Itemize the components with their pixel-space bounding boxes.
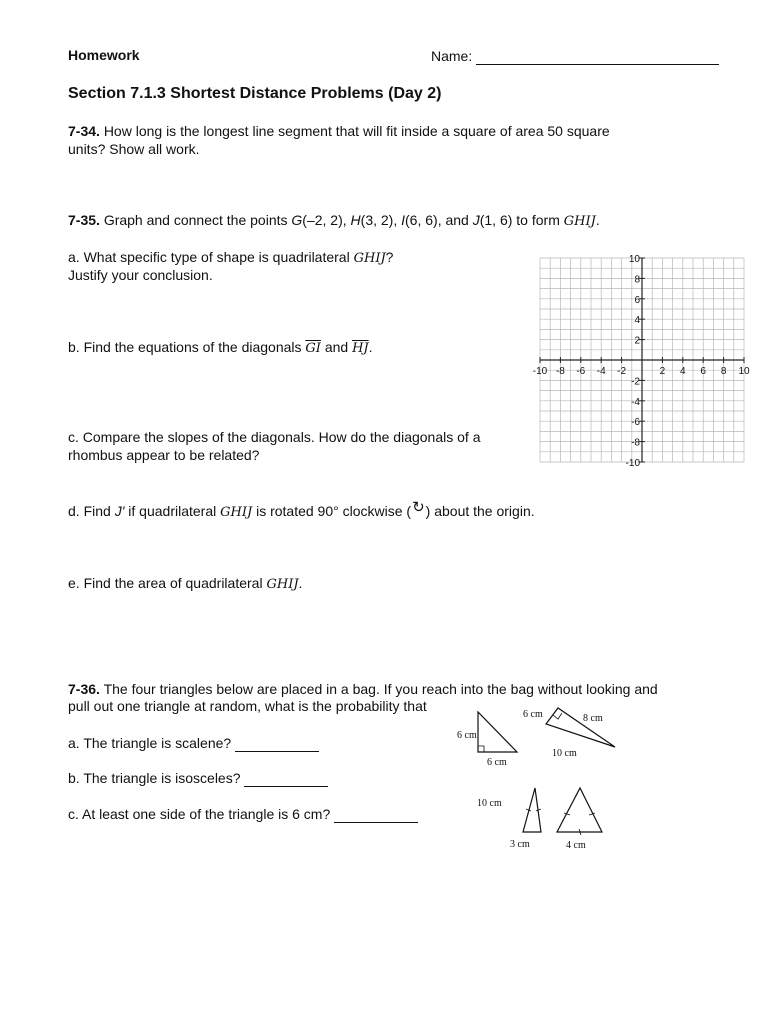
x-tick-label: -6 xyxy=(576,366,586,377)
question-7-36a: a. The triangle is scalene? xyxy=(68,734,319,752)
y-tick-label: 8 xyxy=(634,274,640,286)
y-tick-label: 10 xyxy=(628,254,640,265)
name-blank[interactable] xyxy=(476,50,719,65)
problem-number: 7-35. xyxy=(68,212,100,228)
t3-side-label: 10 cm xyxy=(477,798,502,809)
problem-number: 7-36. xyxy=(68,681,100,697)
question-7-35a: a. What specific type of shape is quadrilateral GHIJ? xyxy=(68,249,394,266)
question-7-35c: c. Compare the slopes of the diagonals. How do the diagonals of a xyxy=(68,429,481,445)
t1-side-label: 6 cm xyxy=(457,730,477,741)
triangle-equilateral xyxy=(557,788,602,832)
triangles-figure xyxy=(440,700,640,860)
problem-7-34-line1: 7-34. How long is the longest line segment that will fit inside a square of area 50 square xyxy=(68,123,610,139)
answer-blank-a[interactable] xyxy=(235,737,319,752)
y-tick-label: 2 xyxy=(634,335,640,347)
x-tick-label: -8 xyxy=(555,366,565,377)
x-tick-label: 4 xyxy=(680,366,686,377)
t3-base-label: 3 cm xyxy=(510,839,530,850)
y-tick-label: 6 xyxy=(634,294,640,306)
t2-c-label: 10 cm xyxy=(552,748,577,759)
x-tick-label: 10 xyxy=(738,366,750,377)
homework-label: Homework xyxy=(68,47,140,63)
t1-base-label: 6 cm xyxy=(487,757,507,768)
x-tick-label: -2 xyxy=(617,366,627,377)
question-7-35e: e. Find the area of quadrilateral GHIJ. xyxy=(68,575,303,592)
problem-7-36-line2: pull out one triangle at random, what is the probability that xyxy=(68,698,427,714)
grid-labels xyxy=(533,254,750,469)
question-7-35a-line2: Justify your conclusion. xyxy=(68,267,213,283)
question-7-35d: d. Find J' if quadrilateral GHIJ is rotated 90° clockwise (↻) about the origin. xyxy=(68,499,535,520)
problem-7-35-intro: 7-35. Graph and connect the points G(–2, 2), H(3, 2), I(6, 6), and J(1, 6) to form GHIJ. xyxy=(68,212,600,229)
name-field[interactable] xyxy=(431,47,719,65)
y-tick-label: -10 xyxy=(625,458,640,469)
x-tick-label: -4 xyxy=(596,366,606,377)
section-title: Section 7.1.3 Shortest Distance Problems (Day 2) xyxy=(68,85,442,102)
x-tick-label: 2 xyxy=(659,366,666,377)
t2-a-label: 6 cm xyxy=(523,709,543,720)
coordinate-grid xyxy=(528,248,753,470)
y-tick-label: -6 xyxy=(631,417,640,429)
triangle-right-scalene xyxy=(546,708,615,747)
problem-7-36-line1: 7-36. The four triangles below are placed in a bag. If you reach into the bag without looking and xyxy=(68,681,658,697)
question-7-36b: b. The triangle is isosceles? xyxy=(68,769,328,787)
answer-blank-b[interactable] xyxy=(244,772,328,787)
x-tick-label: 6 xyxy=(700,366,706,377)
t2-b-label: 8 cm xyxy=(583,713,603,724)
y-tick-label: -4 xyxy=(631,396,640,408)
y-tick-label: -8 xyxy=(631,437,640,449)
x-tick-label: 8 xyxy=(720,366,727,377)
problem-number: 7-34. xyxy=(68,123,100,139)
question-7-36c: c. At least one side of the triangle is 6 cm? xyxy=(68,805,418,823)
y-tick-label: 4 xyxy=(634,315,640,327)
question-7-35b: b. Find the equations of the diagonals $\overline{GI}$ and $\overline{HJ}$. xyxy=(68,339,373,356)
answer-blank-c[interactable] xyxy=(334,808,418,823)
clockwise-arrow-icon: ↻ xyxy=(412,499,425,516)
name-label: Name: xyxy=(431,48,473,64)
question-7-35c-line2: rhombus appear to be related? xyxy=(68,447,260,463)
t4-base-label: 4 cm xyxy=(566,840,586,851)
x-tick-label: -10 xyxy=(532,366,548,377)
problem-7-34-line2: units? Show all work. xyxy=(68,141,200,157)
y-tick-label: -2 xyxy=(631,376,640,388)
